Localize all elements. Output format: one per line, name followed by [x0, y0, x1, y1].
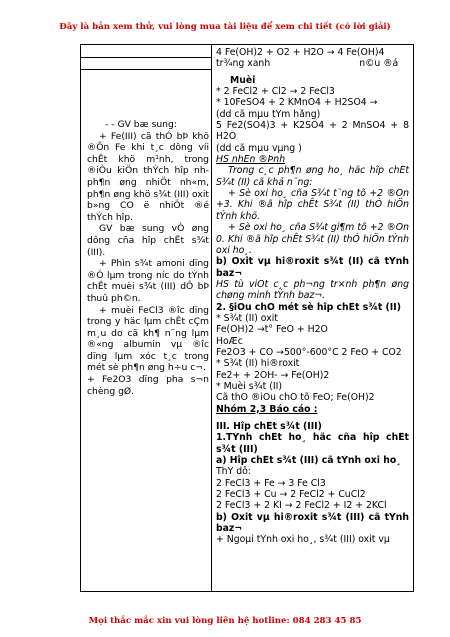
preview-banner: Đây là bản xem thử, vui lòng mua tài liệu để xem chi tiết (có lời giải): [59, 22, 391, 32]
row-divider: [81, 69, 212, 70]
equation: 2 FeCl3 + 2 KI → 2 FeCl2 + I2 + 2KCl: [216, 500, 387, 512]
note: (dd cã mµu tÝm hång): [216, 108, 321, 120]
section-heading: Muèi: [230, 74, 256, 86]
equation: 2 FeCl3 + Cu → 2 FeCl2 + CuCl2: [216, 489, 366, 501]
text-paragraph: HS tù viÕt c¸c ph¬ng tr×nh ph¶n øng chøng minh tÝnh baz¬.: [216, 278, 409, 302]
list-item: * S¾t (II) oxit: [216, 312, 278, 324]
equation: 4 Fe(OH)2 + O2 + H2O → 4 Fe(OH)4: [216, 47, 385, 58]
list-item: * S¾t (II) hi®roxit: [216, 358, 300, 370]
student-column: [212, 45, 413, 591]
equation: Fe(OH)2 →t° FeO + H2O: [216, 324, 328, 336]
text-line: Cã thÓ ®iÒu chÕ tõ FeO; Fe(OH)2: [216, 392, 375, 404]
hotline-banner: Mọi thắc mắc xin vui lòng liên hệ hotline: 084 283 45 85: [88, 616, 362, 626]
section-heading: 1.TÝnh chÊt ho¸ häc cña hîp chÊt s¾t (III): [216, 432, 409, 455]
section-heading: b) Oxit vµ hi®roxit s¾t (II) cã tÝnh baz¬: [216, 256, 409, 279]
color-labels: [216, 58, 409, 69]
text-line: HoÆc: [216, 335, 243, 347]
list-item: * Muèi s¾t (II): [216, 380, 282, 392]
note-paragraph: + Fe2O3 dïng pha s¬n chèng gØ.: [87, 374, 209, 397]
text-line: + Ngoµi tÝnh oxi ho¸, s¾t (III) oxit vµ: [216, 534, 390, 546]
row-divider: [81, 57, 212, 58]
teacher-column: [81, 45, 212, 591]
text-paragraph: + Sè oxi ho¸ cña S¾t gi¶m tõ +2 ®Õn 0. Khi ®ã hîp chÊt S¾t (II) thÓ hiÖn tÝnh oxi ho¸.: [216, 222, 409, 256]
text-line: ThÝ dô:: [216, 466, 251, 478]
lesson-table: [80, 44, 414, 592]
note-paragraph: + muèi FeCl3 ®îc dïng trong y häc lµm chÊt cÇm m¸u do cã kh¶ n¨ng lµm ®«ng albumin vµ ®îc dïng lµm xóc t¸c trong mét sè ph¶n øng h÷u c¬.: [87, 304, 209, 374]
color-label: n©u ®á: [359, 58, 399, 70]
teacher-notes: [87, 119, 209, 397]
equation: 5 Fe2(SO4)3 + K2SO4 + 2 MnSO4 + 8 H2O: [216, 120, 409, 143]
note-paragraph: + Phìn s¾t amoni dïng ®Ó lµm trong níc do tÝnh chÊt muèi s¾t (III) dÔ bÞ thuû ph©n.: [87, 258, 209, 304]
note-paragraph: + Fe(III) cã thÓ bÞ khö ®Õn Fe khi t¸c dông víi chÊt khö m¹nh, trong ®iÒu kiÖn thÝch hîp nh ph¶n øng nhiÖt nh«m, ph¶n øng khö s¾t (III) oxit b»ng CO ë nhiÖt ®é thÝch hîp.: [87, 130, 209, 223]
color-label: tr¾ng xanh: [216, 58, 271, 70]
text-paragraph: + Sè oxi ho¸ cña S¾t t¨ng tõ +2 ®Õn +3. Khi ®ã hîp chÊt S¾t (II) thÓ hiÖn tÝnh khö.: [216, 188, 409, 222]
equation: 2 FeCl3 + Fe → 3 Fe Cl3: [216, 477, 326, 489]
text-paragraph: Trong c¸c ph¶n øng ho¸ häc hîp chÊt S¾t (II) cã khả n¨ng:: [216, 165, 409, 188]
equation: Fe2O3 + CO →500°-600°C 2 FeO + CO2: [216, 346, 402, 358]
student-content: [216, 47, 409, 546]
section-heading: b) Oxit vµ hi®roxit s¾t (III) cã tÝnh baz¬: [216, 511, 409, 535]
note-heading: - - GV bæ sung:: [105, 119, 177, 130]
subheading: HS nhËn ®Þnh: [216, 154, 286, 166]
section-heading: III. Hîp chÊt s¾t (III): [216, 421, 322, 432]
note: (dd cã mµu vµng ): [216, 142, 302, 154]
equation: Fe2+ + 2OH- → Fe(OH)2: [216, 369, 330, 381]
section-heading: 2. §iÒu chÕ mét sè hîp chÊt s¾t (II): [216, 301, 401, 313]
group-report-heading: Nhóm 2,3 Báo cáo :: [216, 403, 318, 415]
equation: * 10FeSO4 + 2 KMnO4 + H2SO4 →: [216, 97, 378, 109]
equation: * 2 FeCl2 + Cl2 → 2 FeCl3: [216, 86, 335, 98]
note-paragraph: GV bæ sung vÒ øng dông cña hîp chÊt s¾t (III).: [87, 223, 209, 258]
section-heading: a) Hîp chÊt s¾t (III) cã tÝnh oxi ho¸: [216, 455, 401, 467]
